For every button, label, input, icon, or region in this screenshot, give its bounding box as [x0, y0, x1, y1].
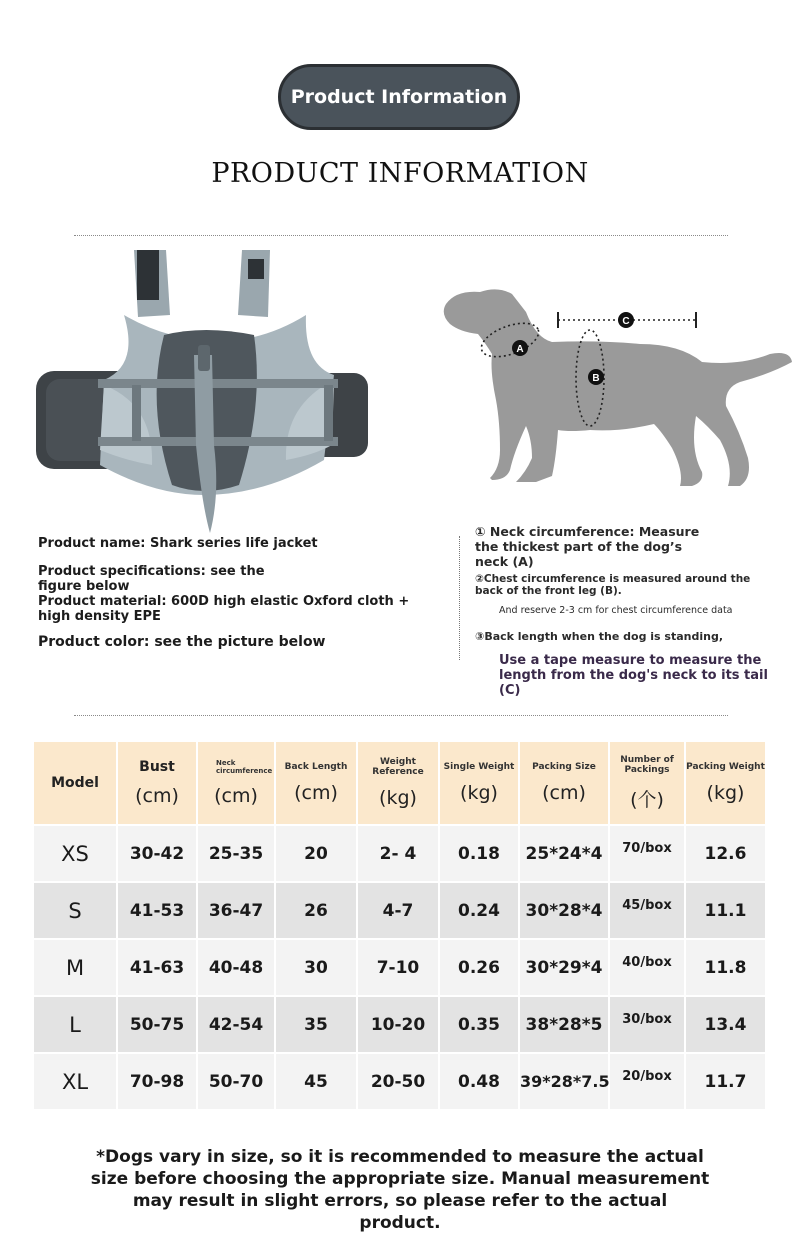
product-name: Product name: Shark series life jacket	[38, 536, 318, 551]
product-material: Product material: 600D high elastic Oxford cloth + high density EPE	[38, 594, 410, 624]
svg-text:B: B	[592, 373, 600, 384]
product-information-badge	[278, 64, 520, 130]
back-instruction: ③Back length when the dog is standing,	[475, 630, 724, 643]
chest-instruction: ②Chest circumference is measured around the back of the front leg (B).	[475, 573, 751, 597]
table-row: L 50-75 42-54 35 10-20 0.35 38*28*5 30/box 13.4	[34, 996, 765, 1053]
product-specs: Product specifications: see the figure below	[38, 564, 265, 594]
divider-middle	[74, 715, 728, 716]
table-header-row	[34, 742, 765, 825]
page-title: PRODUCT INFORMATION	[211, 158, 589, 189]
table-row: XL 70-98 50-70 45 20-50 0.48 39*28*7.5 20/box 11.7	[34, 1053, 765, 1109]
chest-note: And reserve 2-3 cm for chest circumference data	[499, 605, 733, 616]
neck-instruction: ① Neck circumference: Measure the thickest part of the dog’s neck (A)	[475, 524, 700, 569]
back-note: Use a tape measure to measure the length from the dog's neck to its tail (C)	[499, 653, 768, 698]
table-row: M 41-63 40-48 30 7-10 0.26 30*29*4 40/box 11.8	[34, 939, 765, 996]
header-single-weight: Single Weight (kg)	[439, 742, 519, 825]
dog-measurement-image	[440, 282, 795, 492]
header-number-of-packings: Number of Packings (个)	[609, 742, 685, 825]
measurement-guide	[475, 524, 775, 698]
header-packing-size: Packing Size (cm)	[519, 742, 609, 825]
header-neck: Neck circumference (cm)	[197, 742, 275, 825]
size-table	[34, 742, 765, 1109]
info-divider	[459, 536, 460, 660]
marker-a	[512, 340, 528, 356]
life-jacket-image	[34, 245, 374, 535]
header-back-length: Back Length (cm)	[275, 742, 357, 825]
size-disclaimer: *Dogs vary in size, so it is recommended to measure the actual size before choosing the appropriate size. Manual measurement may result in slight errors, so please refer to the actual product.	[90, 1147, 710, 1233]
divider-top	[74, 235, 728, 236]
svg-text:C: C	[622, 316, 630, 327]
product-info	[38, 536, 438, 650]
header-bust: Bust (cm)	[117, 742, 197, 825]
header-packing-weight: Packing Weight (kg)	[685, 742, 765, 825]
table-row: XS 30-42 25-35 20 2- 4 0.18 25*24*4 70/box 12.6	[34, 825, 765, 882]
table-row: S 41-53 36-47 26 4-7 0.24 30*28*4 45/box 11.1	[34, 882, 765, 939]
product-color: Product color: see the picture below	[38, 634, 326, 650]
svg-text:A: A	[516, 344, 524, 355]
header-model: Model	[34, 742, 117, 825]
header-weight-reference: Weight Reference (kg)	[357, 742, 439, 825]
marker-c	[618, 312, 634, 328]
marker-b	[588, 369, 604, 385]
badge-label: Product Information	[290, 86, 508, 108]
